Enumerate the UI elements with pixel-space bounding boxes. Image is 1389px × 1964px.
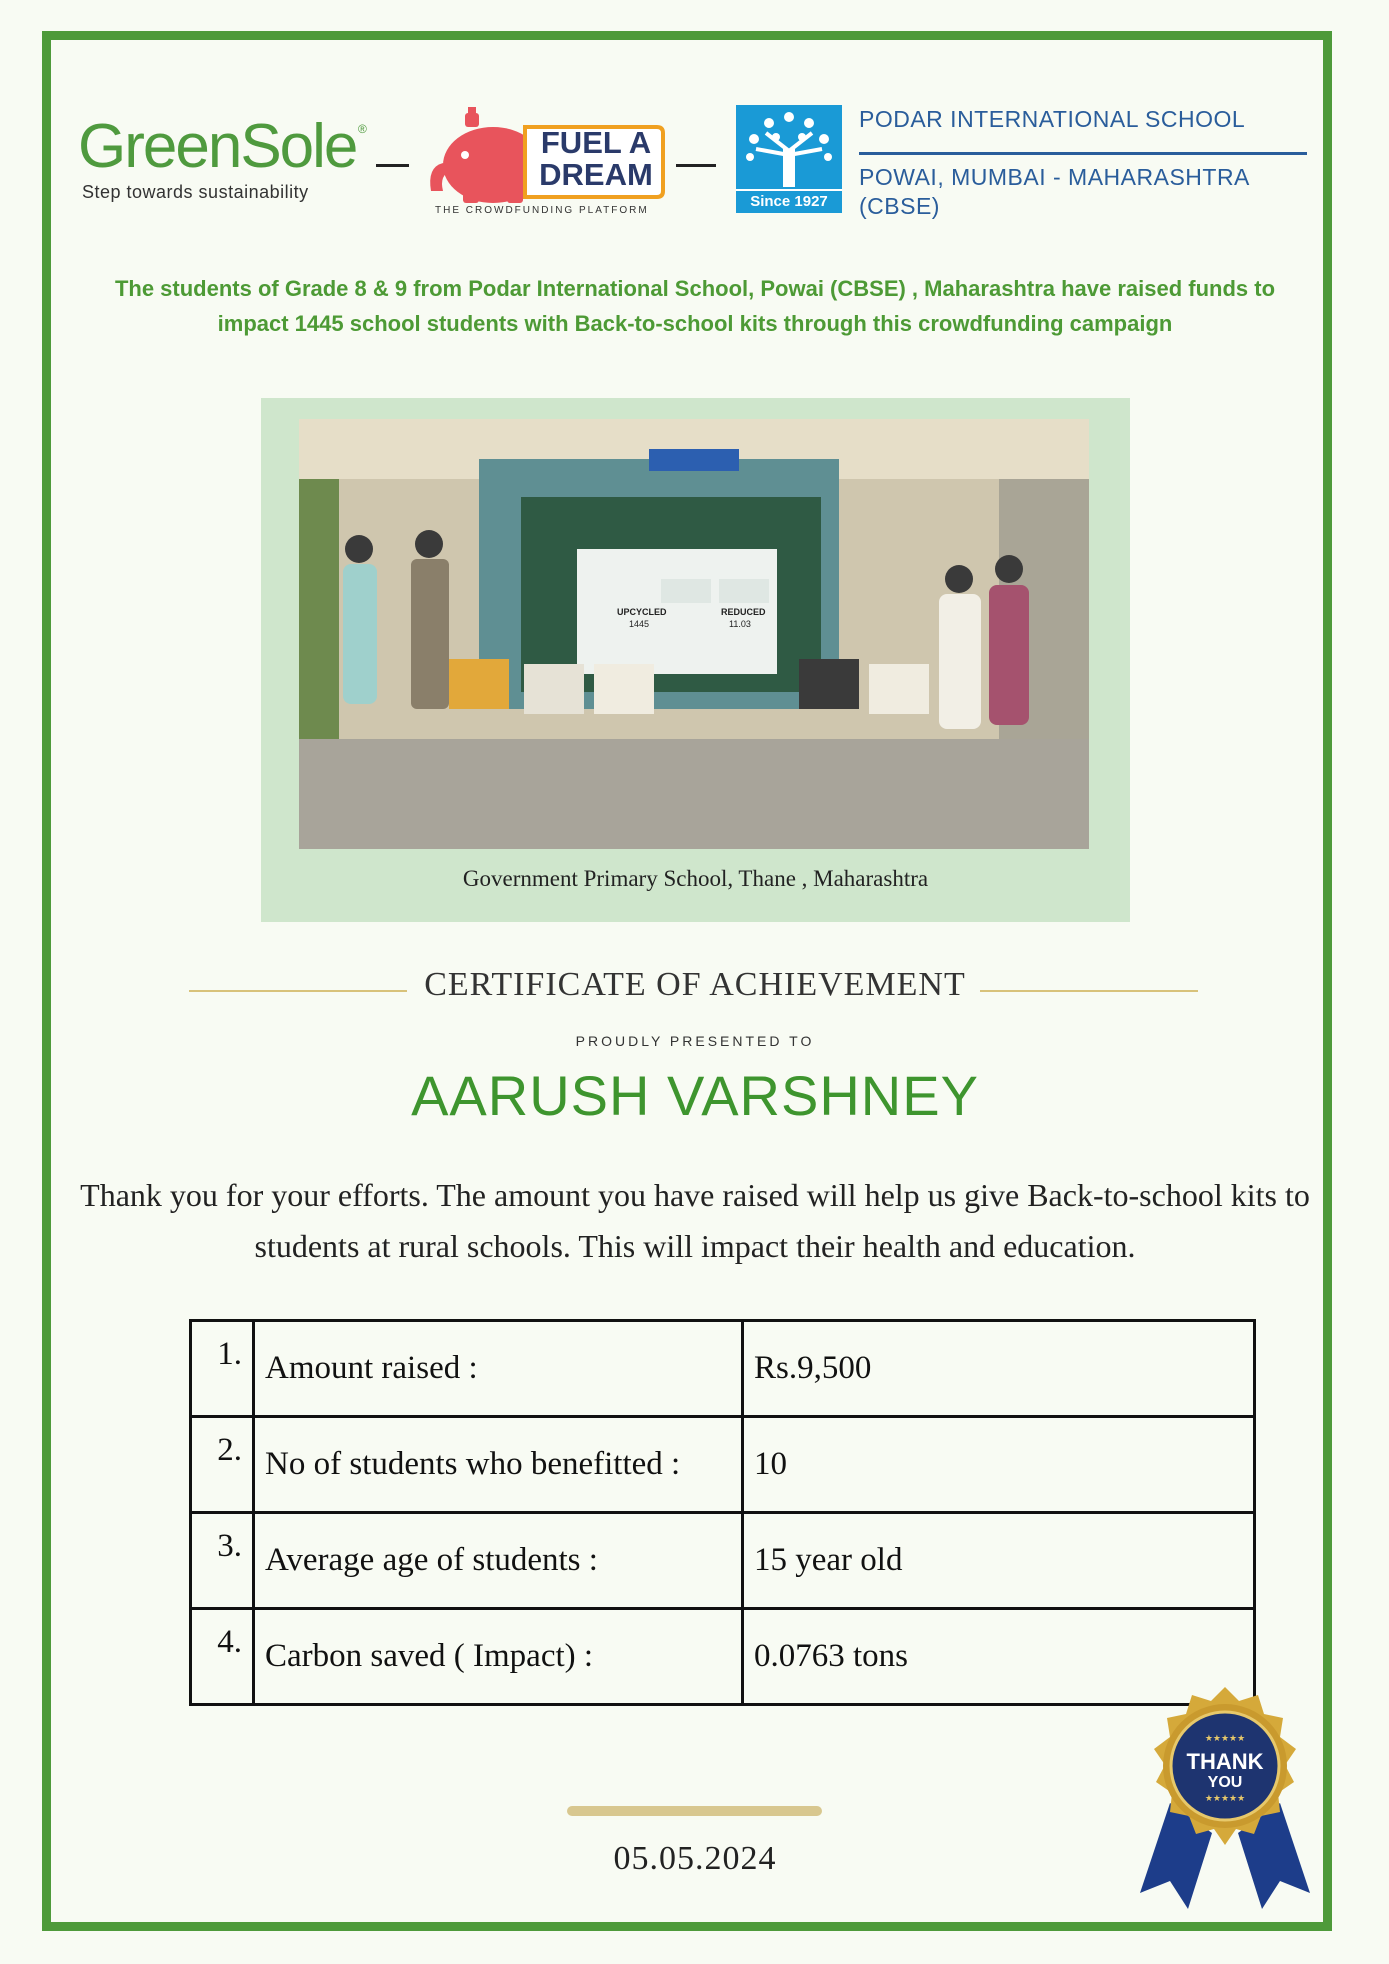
fuel-line: FUEL A xyxy=(540,125,652,160)
banner-reduced-label: REDUCED xyxy=(721,607,766,617)
svg-text:★★★★★: ★★★★★ xyxy=(1204,1734,1246,1744)
thank-you-message: Thank you for your efforts. The amount you have raised will help us give Back-to-school kits to students at rural schools. This will impact their health and education. xyxy=(80,1177,1310,1264)
row-number: 2. xyxy=(191,1417,254,1513)
since-label: Since 1927 xyxy=(736,189,842,213)
logo-separator-dash xyxy=(376,164,409,167)
school-name-underline xyxy=(859,152,1307,155)
school-name: PODAR INTERNATIONAL SCHOOL xyxy=(859,106,1246,132)
row-label: Average age of students : xyxy=(254,1513,743,1609)
school-address xyxy=(859,163,1250,221)
logo-separator-dash xyxy=(676,164,716,167)
row-number: 1. xyxy=(191,1321,254,1417)
award-rosette-icon xyxy=(1130,1683,1320,1913)
banner-upcycled-value: 1445 xyxy=(629,619,650,629)
row-value: 10 xyxy=(743,1417,1255,1513)
seal-thank-text: THANK xyxy=(1186,1749,1264,1774)
table-row xyxy=(191,1609,1255,1705)
campaign-description: The students of Grade 8 & 9 from Podar International School, Powai (CBSE) , Maharashtra have raised funds to impact 1445 school students with Back-to-school kits through this crowdfunding campaign xyxy=(114,276,1276,336)
school-address-line2: (CBSE) xyxy=(859,193,940,219)
podar-school-logo xyxy=(736,105,842,213)
tree-of-children-icon xyxy=(736,105,842,191)
impact-table xyxy=(189,1319,1256,1706)
thank-you-seal xyxy=(1130,1683,1320,1913)
greensole-logo xyxy=(78,112,368,212)
greensole-wordmark: GreenSole xyxy=(78,112,357,181)
fuel-a-dream-logo xyxy=(425,105,665,225)
photo-caption: Government Primary School, Thane , Maharashtra xyxy=(462,866,929,891)
row-number: 4. xyxy=(191,1609,254,1705)
row-label: No of students who benefitted : xyxy=(254,1417,743,1513)
fuel-a-dream-tagline: THE CROWDFUNDING PLATFORM xyxy=(435,205,649,216)
row-label: Carbon saved ( Impact) : xyxy=(254,1609,743,1705)
dream-line: DREAM xyxy=(539,157,653,192)
title-rule-left xyxy=(189,990,407,992)
fuel-a-dream-wordmark xyxy=(533,127,659,191)
group-photo xyxy=(299,419,1089,849)
table-row xyxy=(191,1417,1255,1513)
presented-to-label: PROUDLY PRESENTED TO xyxy=(575,1033,815,1049)
row-value: 15 year old xyxy=(743,1513,1255,1609)
svg-text:★★★★★: ★★★★★ xyxy=(1204,1794,1246,1804)
date-divider xyxy=(567,1806,822,1816)
certificate-title: CERTIFICATE OF ACHIEVEMENT xyxy=(424,966,966,1003)
table-row xyxy=(191,1321,1255,1417)
certificate-date: 05.05.2024 xyxy=(613,1840,777,1877)
photo-panel xyxy=(261,398,1130,922)
seal-you-text: YOU xyxy=(1207,1774,1243,1791)
row-value: Rs.9,500 xyxy=(743,1321,1255,1417)
row-label: Amount raised : xyxy=(254,1321,743,1417)
group-photo-illustration xyxy=(299,419,1089,849)
recipient-name: AARUSH VARSHNEY xyxy=(411,1064,979,1127)
table-row xyxy=(191,1513,1255,1609)
row-value: 0.0763 tons xyxy=(743,1609,1255,1705)
greensole-tagline: Step towards sustainability xyxy=(82,182,309,202)
row-number: 3. xyxy=(191,1513,254,1609)
registered-mark: ® xyxy=(358,122,367,136)
banner-reduced-value: 11.03 xyxy=(729,619,751,629)
banner-upcycled-label: UPCYCLED xyxy=(617,607,667,617)
title-rule-right xyxy=(980,990,1198,992)
school-address-line1: POWAI, MUMBAI - MAHARASHTRA xyxy=(859,164,1250,190)
